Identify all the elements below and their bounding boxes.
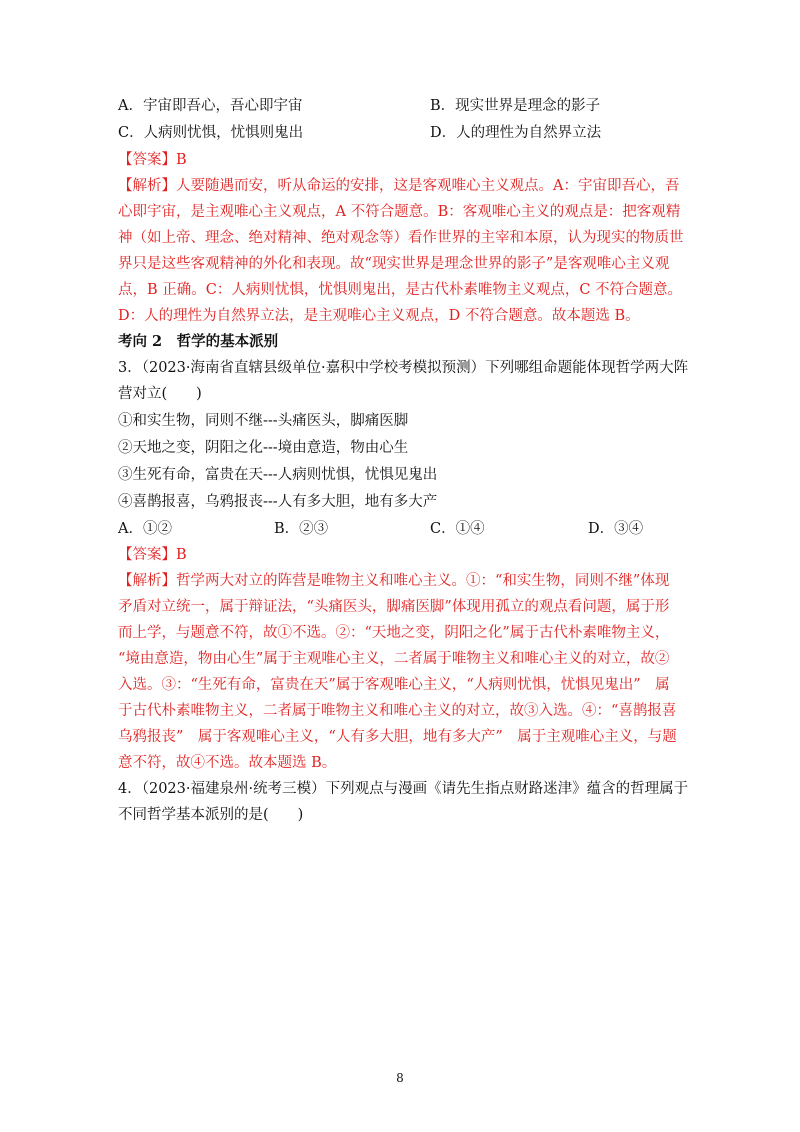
q3-item: ②天地之变，阴阳之化---境由意造，物由心生 (118, 440, 409, 456)
page-number: 8 (396, 1071, 404, 1085)
q3-option-d: D．③④ (588, 521, 644, 537)
q3-item: ①和实生物，同则不继---头痛医头，脚痛医脚 (118, 413, 409, 429)
q3-options-row (118, 519, 678, 539)
q3-answer: 【答案】B (118, 547, 187, 563)
q2-analysis-line: 【解析】人要随遇而安，听从命运的安排，这是客观唯心主义观点。A：宇宙即吾心，吾 (118, 178, 680, 194)
q3-analysis-line: 而上学，与题意不符，故①不选。②：“天地之变，阴阳之化”属于古代朴素唯物主义， (118, 625, 670, 641)
q3-analysis-line: 入选。③：“生死有命，富贵在天”属于客观唯心主义，“人病则忧惧，忧惧见鬼出” 属 (118, 677, 670, 693)
q2-answer: 【答案】B (118, 152, 187, 168)
q4-stem-line: 4．（2023·福建泉州·统考三模）下列观点与漫画《请先生指点财路迷津》蕴含的哲理属于 (118, 781, 689, 797)
q2-options-row-2 (118, 123, 678, 143)
q2-analysis-line: 点，B 正确。C：人病则忧惧，忧惧则鬼出，是古代朴素唯物主义观点，C 不符合题意。 (118, 282, 683, 298)
q3-option-b: B．②③ (274, 521, 329, 537)
q2-option-b: B．现实世界是理念的影子 (430, 98, 601, 114)
q2-option-a: A．宇宙即吾心，吾心即宇宙 (118, 98, 303, 114)
q3-analysis-line: 乌鸦报丧” 属于客观唯心主义，“人有多大胆，地有多大产” 属于主观唯心主义，与题 (118, 729, 677, 745)
section-heading: 考向 2 哲学的基本派别 (118, 333, 279, 350)
q3-item: ④喜鹊报喜，乌鸦报丧---人有多大胆，地有多大产 (118, 494, 438, 510)
q2-options-row-1 (118, 96, 678, 116)
q3-item: ③生死有命，富贵在天---人病则忧惧，忧惧见鬼出 (118, 467, 438, 483)
q3-stem-line: 3．（2023·海南省直辖县级单位·嘉积中学校考模拟预测）下列哪组命题能体现哲学两大阵 (118, 360, 689, 376)
q3-analysis-line: 意不符，故④不选。故本题选 B。 (118, 755, 337, 771)
q3-analysis-line: “境由意造，物由心生”属于主观唯心主义，二者属于唯物主义和唯心主义的对立，故② (118, 651, 670, 667)
q4-stem-line: 不同哲学基本派别的是( ) (118, 807, 304, 823)
q2-analysis-line: 神（如上帝、理念、绝对精神、绝对观念等）看作世界的主宰和本原，认为现实的物质世 (118, 230, 684, 246)
q3-option-c: C．①④ (430, 521, 485, 537)
q3-option-a: A．①② (118, 521, 172, 537)
q2-option-d: D．人的理性为自然界立法 (430, 125, 602, 141)
q2-option-c: C．人病则忧惧，忧惧则鬼出 (118, 125, 304, 141)
q3-analysis-line: 于古代朴素唯物主义，二者属于唯物主义和唯心主义的对立，故③入选。④：“喜鹊报喜 (118, 703, 677, 719)
q2-analysis-line: 界只是这些客观精神的外化和表现。故“现实世界是理念世界的影子”是客观唯心主义观 (118, 256, 670, 272)
q2-analysis-line: D：人的理性为自然界立法，是主观唯心主义观点，D 不符合题意。故本题选 B。 (118, 308, 640, 324)
q2-analysis-line: 心即宇宙，是主观唯心主义观点，A 不符合题意。B：客观唯心主义的观点是：把客观精 (118, 204, 681, 220)
q3-stem-line: 营对立( ) (118, 386, 202, 402)
q3-analysis-line: 【解析】哲学两大对立的阵营是唯物主义和唯心主义。①：“和实生物，同则不继”体现 (118, 573, 670, 589)
q3-analysis-line: 矛盾对立统一，属于辩证法，“头痛医头，脚痛医脚”体现用孤立的观点看问题，属于形 (118, 599, 670, 615)
